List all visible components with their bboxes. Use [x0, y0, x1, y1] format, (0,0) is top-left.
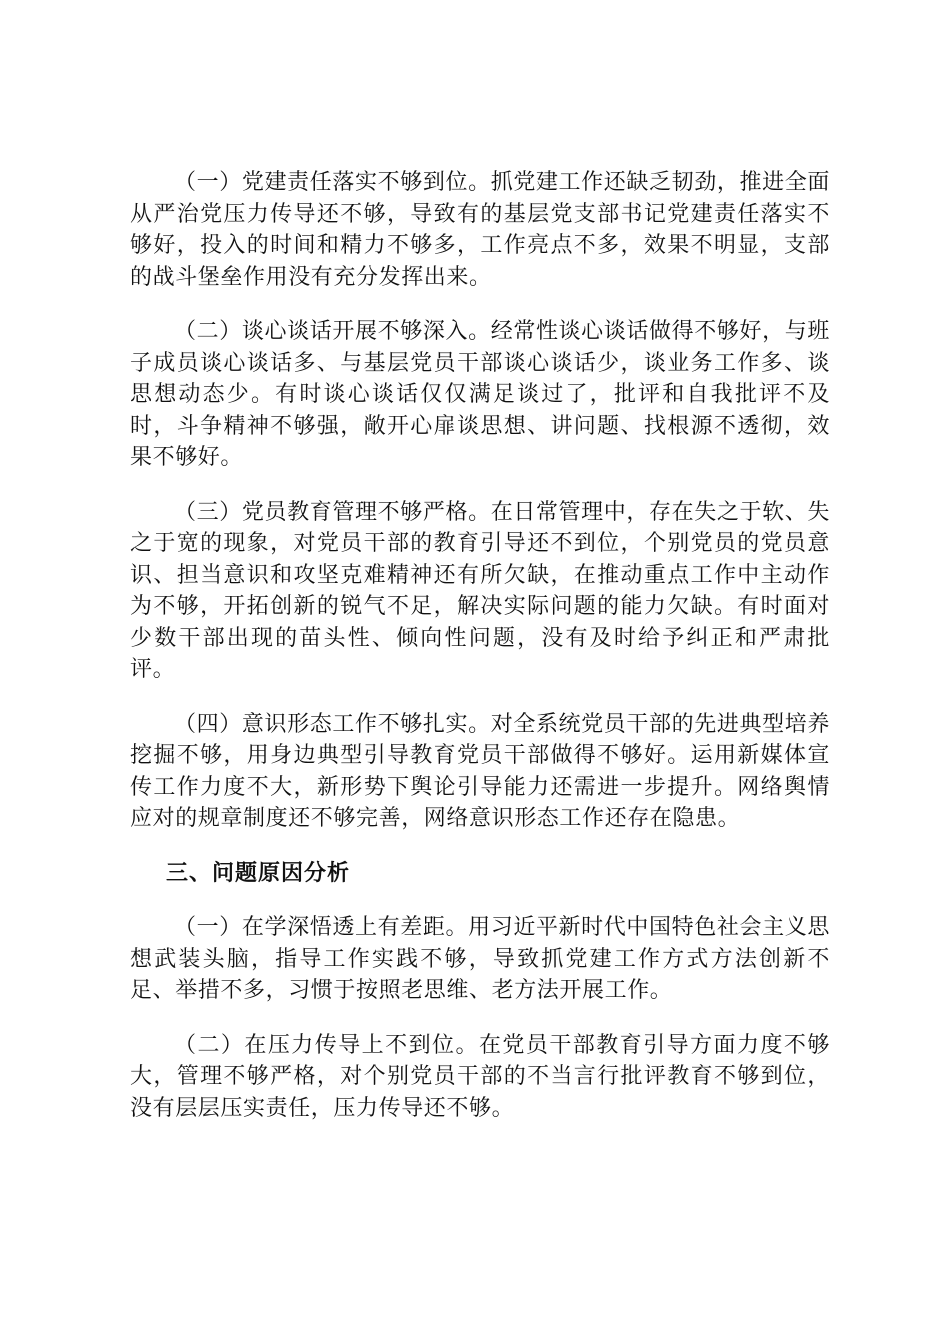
document-page — [130, 167, 830, 1147]
section-heading: 三、问题原因分析 — [166, 860, 351, 886]
paragraph-2: （二）谈心谈话开展不够深入。经常性谈心谈话做得不够好，与班子成员谈心谈话多、与基层党员干部谈心谈话少，谈业务工作多、谈思想动态少。有时谈心谈话仅仅满足谈过了，批评和自我批评不及时，斗争精神不够强，敞开心扉谈思想、讲问题、找根源不透彻，效果不够好。 — [130, 319, 830, 470]
paragraph-1: （一）党建责任落实不够到位。抓党建工作还缺乏韧劲，推进全面从严治党压力传导还不够，导致有的基层党支部书记党建责任落实不够好，投入的时间和精力不够多，工作亮点不多，效果不明显，支部的战斗堡垒作用没有充分发挥出来。 — [130, 170, 830, 290]
paragraph-4: （四）意识形态工作不够扎实。对全系统党员干部的先进典型培养挖掘不够，用身边典型引导教育党员干部做得不够好。运用新媒体宣传工作力度不大，新形势下舆论引导能力还需进一步提升。网络舆情应对的规章制度还不够完善，网络意识形态工作还存在隐患。 — [130, 711, 830, 831]
paragraph-6: （二）在压力传导上不到位。在党员干部教育引导方面力度不够大，管理不够严格，对个别党员干部的不当言行批评教育不够到位，没有层层压实责任，压力传导还不够。 — [130, 1032, 830, 1121]
paragraph-5: （一）在学深悟透上有差距。用习近平新时代中国特色社会主义思想武装头脑，指导工作实践不够，导致抓党建工作方式方法创新不足、举措不多，习惯于按照老思维、老方法开展工作。 — [130, 915, 830, 1003]
paragraph-3: （三）党员教育管理不够严格。在日常管理中，存在失之于软、失之于宽的现象，对党员干部的教育引导还不到位，个别党员的党员意识、担当意识和攻坚克难精神还有所欠缺，在推动重点工作中主动作为不够，开拓创新的锐气不足，解决实际问题的能力欠缺。有时面对少数干部出现的苗头性、倾向性问题，没有及时给予纠正和严肃批评。 — [130, 499, 830, 682]
